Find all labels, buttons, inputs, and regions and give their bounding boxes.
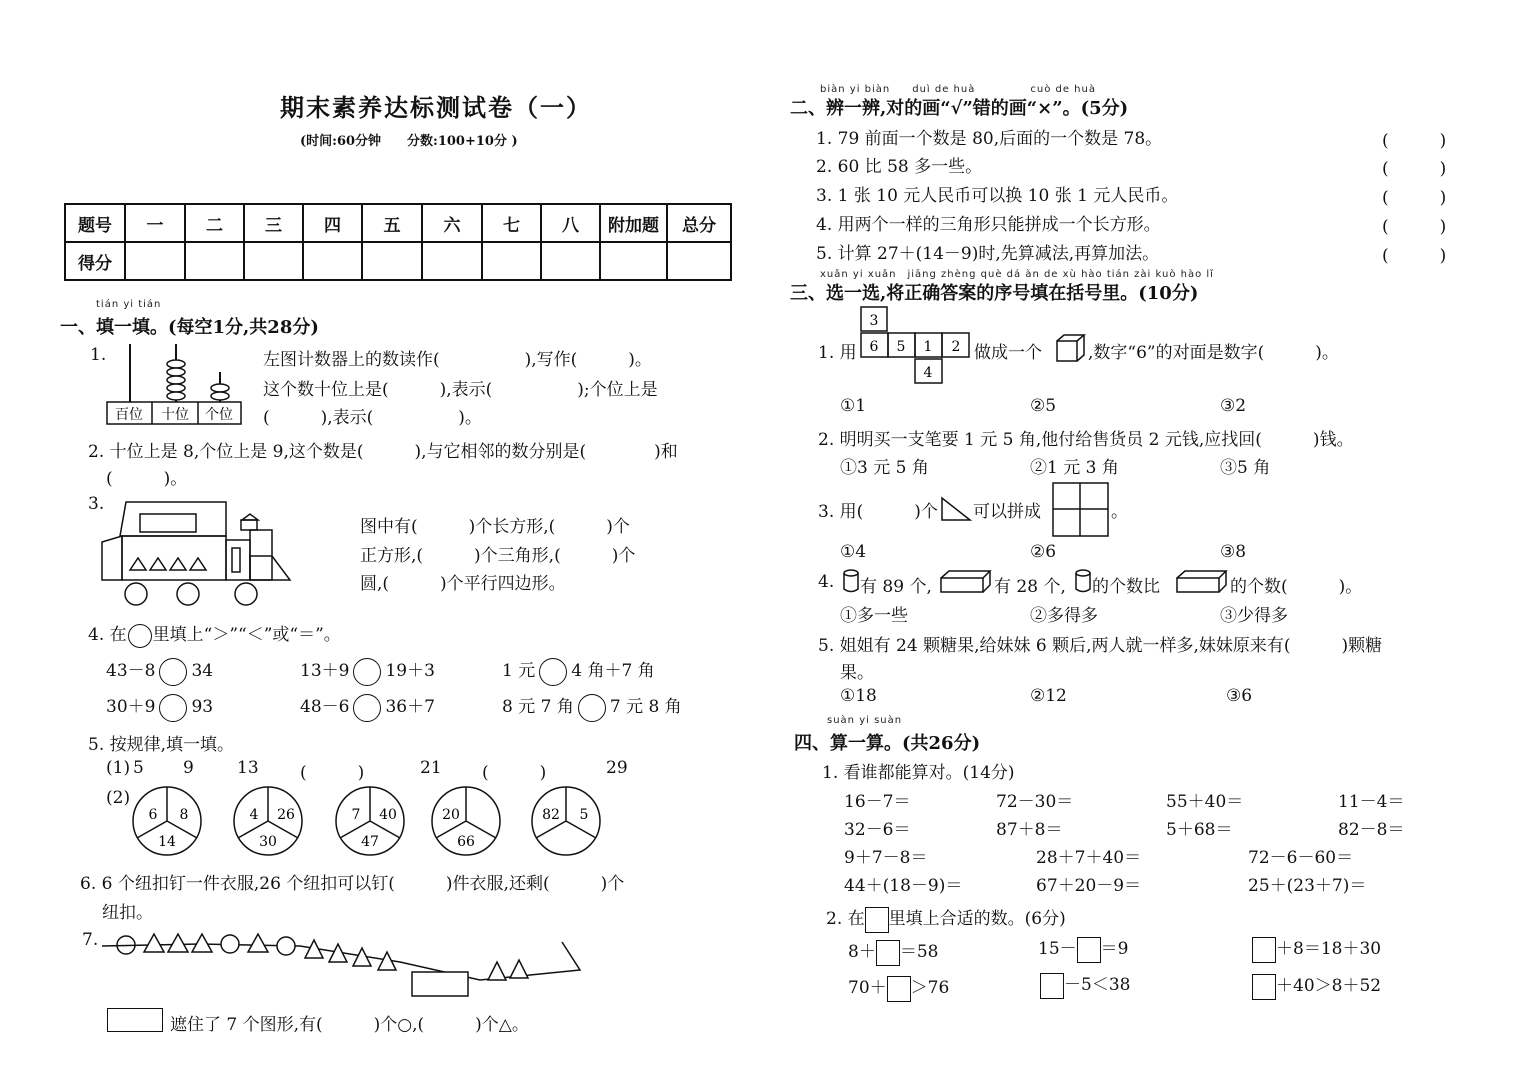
table-cell: 得分 [65, 242, 125, 280]
judge-item: 2. 60 比 58 多一些。 [816, 157, 983, 177]
fill-post: －5＜38 [1064, 975, 1131, 995]
seq-item: 13 [237, 758, 259, 778]
calc-item: 25＋(23＋7)＝ [1248, 876, 1367, 896]
q3-line3: 圆,( )个平行四边形。 [360, 574, 566, 594]
table-cell: 附加题 [600, 204, 667, 242]
q4-left: 30＋9 [106, 697, 156, 717]
circle-value: 5 [579, 807, 589, 823]
s3q5-line2: 果。 [840, 663, 874, 683]
net-number: 4 [923, 365, 933, 381]
abacus-label-hundreds: 百位 [115, 407, 143, 423]
circle-value: 7 [351, 807, 361, 823]
fill-pre: 70＋ [848, 978, 887, 998]
seq-blank[interactable]: ( ) [482, 763, 547, 783]
table-cell: 二 [185, 204, 244, 242]
q4-item [300, 692, 435, 722]
s3q1-pre: 1. 用 [818, 343, 857, 363]
q4-left: 13＋9 [300, 661, 350, 681]
table-cell: 总分 [667, 204, 731, 242]
option[interactable]: ③8 [1220, 542, 1247, 562]
q1-line1: 左图计数器上的数读作( ),写作( )。 [263, 350, 652, 370]
section2-heading: 二、辨一辨,对的画“√”错的画“×”。(5分) [790, 98, 1129, 119]
fill-post: ＋8＝18＋30 [1276, 939, 1382, 959]
compare-circle[interactable] [578, 694, 606, 722]
fill-item [1038, 934, 1128, 963]
q2-line1: 2. 十位上是 8,个位上是 9,这个数是( ),与它相邻的数分别是( )和 [88, 442, 678, 462]
page-subtitle: (时间:60分钟 分数:100+10分 ) [300, 134, 518, 149]
q2-line2: ( )。 [106, 469, 188, 489]
table-cell: 三 [244, 204, 303, 242]
answer-paren[interactable]: ( ) [1382, 188, 1447, 208]
q3-line1: 图中有( )个长方形,( )个 [360, 517, 630, 537]
answer-paren[interactable]: ( ) [1382, 159, 1447, 179]
calc-item: 44＋(18－9)＝ [844, 876, 963, 896]
net-number: 2 [951, 339, 961, 355]
fill-item [848, 973, 949, 1002]
s3q1-mid: 做成一个 [974, 343, 1042, 363]
section3-pinyin: xuǎn yi xuǎn jiāng zhèng què dá àn de xù hào tián zài kuò hào lǐ [820, 269, 1214, 280]
cover-rectangle [107, 1008, 163, 1032]
q4-left: 48－6 [300, 697, 350, 717]
fill-pre: 8＋ [848, 942, 876, 962]
section4-heading: 四、算一算。(共26分) [794, 733, 981, 754]
answer-box[interactable] [887, 976, 911, 1002]
table-cell: 六 [422, 204, 482, 242]
option[interactable]: ①多一些 [840, 606, 908, 626]
section4-pinyin: suàn yi suàn [827, 715, 903, 726]
circle-value: 30 [259, 834, 277, 850]
s3q4-b: 有 28 个, [994, 577, 1066, 597]
net-number: 3 [869, 313, 879, 329]
circle-value: 40 [379, 807, 397, 823]
score-cell[interactable] [667, 242, 731, 280]
q4-item [106, 656, 213, 686]
s3q5-line1: 5. 姐姐有 24 颗糖果,给妹妹 6 颗后,两人就一样多,妹妹原来有( )颗糖 [818, 636, 1383, 656]
score-cell[interactable] [244, 242, 303, 280]
q1-number: 1. [90, 345, 107, 365]
answer-box[interactable] [1077, 937, 1101, 963]
option[interactable]: ①18 [840, 686, 877, 706]
section2-pinyin: biàn yi biàn duì de huà cuò de huà [820, 84, 1096, 95]
compare-circle[interactable] [159, 658, 187, 686]
judge-item: 1. 79 前面一个数是 80,后面的一个数是 78。 [816, 129, 1163, 149]
circle-value: 82 [542, 807, 560, 823]
square-icon [865, 907, 889, 933]
number-circles [130, 786, 610, 856]
answer-box[interactable] [876, 940, 900, 966]
s3q4-a: 有 89 个, [860, 577, 932, 597]
score-cell[interactable] [185, 242, 244, 280]
seq-item: 21 [420, 758, 442, 778]
net-number: 5 [896, 339, 906, 355]
q1-line2: 这个数十位上是( ),表示( );个位上是 [263, 380, 658, 400]
s4q1-label: 1. 看谁都能算对。(14分) [822, 763, 1015, 783]
score-cell[interactable] [482, 242, 541, 280]
circle-icon [128, 624, 152, 648]
square-grid-icon [1052, 482, 1110, 538]
calc-item: 55＋40＝ [1166, 792, 1244, 812]
q4-right: 93 [191, 697, 214, 717]
score-cell[interactable] [362, 242, 422, 280]
table-cell: 一 [125, 204, 185, 242]
q4-right: 7 元 8 角 [609, 697, 682, 717]
s3q3-pre: 3. 用( )个 [818, 502, 938, 522]
cube-icon [1056, 334, 1086, 362]
option[interactable]: ③少得多 [1220, 606, 1288, 626]
option[interactable]: ②5 [1030, 396, 1057, 416]
score-cell[interactable] [125, 242, 185, 280]
judge-item: 5. 计算 27＋(14－9)时,先算减法,再算加法。 [816, 244, 1160, 264]
score-table-header-row [65, 204, 731, 242]
q4-label-pre: 4. 在 [88, 625, 127, 645]
cylinder-icon [842, 569, 860, 593]
abacus-label-ones: 个位 [205, 407, 233, 423]
s4q2-label-post: 里填上合适的数。(6分) [888, 909, 1066, 929]
score-cell[interactable] [541, 242, 600, 280]
q1-line3: ( ),表示( )。 [263, 408, 482, 428]
circle-value: 8 [179, 807, 189, 823]
circle-value: 14 [158, 834, 176, 850]
q4-right: 36＋7 [385, 697, 435, 717]
net-number: 6 [869, 339, 879, 355]
circle-value: 4 [249, 807, 259, 823]
section1-heading: 一、填一填。(每空1分,共28分) [60, 317, 319, 338]
option[interactable]: ③6 [1226, 686, 1253, 706]
q4-right: 4 角＋7 角 [571, 661, 655, 681]
q6-line2: 纽扣。 [102, 903, 153, 923]
answer-box[interactable] [1252, 974, 1276, 1000]
option[interactable]: ③5 角 [1220, 458, 1271, 478]
fill-item [1040, 970, 1130, 999]
q4-left: 43－8 [106, 661, 156, 681]
compare-circle[interactable] [159, 694, 187, 722]
s3q3-mid: 可以拼成 [973, 502, 1041, 522]
compare-circle[interactable] [539, 658, 567, 686]
judge-item: 4. 用两个一样的三角形只能拼成一个长方形。 [816, 215, 1161, 235]
circle-value: 66 [457, 834, 475, 850]
fill-post: ＝58 [899, 942, 939, 962]
option[interactable]: ①3 元 5 角 [840, 458, 929, 478]
fill-item [848, 937, 938, 966]
answer-paren[interactable]: ( ) [1382, 217, 1447, 237]
q5-circles-label: (2) [106, 788, 131, 808]
q4-label-post: 里填上“＞”“＜”或“＝”。 [152, 625, 341, 645]
net-number: 1 [923, 339, 933, 355]
table-cell: 题号 [65, 204, 125, 242]
calc-item: 32－6＝ [844, 820, 911, 840]
page-title: 期末素养达标测试卷（一） [280, 93, 592, 122]
q4-item [502, 692, 682, 722]
q4-item [300, 656, 435, 686]
q4-left: 8 元 7 角 [502, 697, 574, 717]
score-cell[interactable] [303, 242, 362, 280]
section1-pinyin: tián yi tián [96, 299, 162, 310]
answer-box[interactable] [1040, 973, 1064, 999]
answer-paren[interactable]: ( ) [1382, 246, 1447, 266]
q4-right: 34 [191, 661, 214, 681]
calc-item: 9＋7－8＝ [844, 848, 928, 868]
fill-item [1252, 971, 1381, 1000]
train-illustration [100, 500, 300, 608]
s3q4-number: 4. [818, 572, 835, 592]
fill-post: ＞76 [910, 978, 950, 998]
calc-item: 5＋68＝ [1166, 820, 1233, 840]
fill-item [1252, 934, 1381, 963]
triangle-icon [940, 496, 972, 522]
option[interactable]: ③2 [1220, 396, 1247, 416]
seq-item: 9 [183, 758, 194, 778]
abacus-illustration [106, 342, 242, 426]
table-cell: 七 [482, 204, 541, 242]
calc-item: 72－30＝ [996, 792, 1074, 812]
s3q2-text: 2. 明明买一支笔要 1 元 5 角,他付给售货员 2 元钱,应找回( )钱。 [818, 430, 1354, 450]
option[interactable]: ②12 [1030, 686, 1067, 706]
q3-line2: 正方形,( )个三角形,( )个 [360, 546, 636, 566]
judge-item: 3. 1 张 10 元人民币可以换 10 张 1 元人民币。 [816, 186, 1179, 206]
cube-net [860, 306, 974, 386]
calc-item: 67＋20－9＝ [1036, 876, 1142, 896]
answer-paren[interactable]: ( ) [1382, 131, 1447, 151]
q6-line1: 6. 6 个纽扣钉一件衣服,26 个纽扣可以钉( )件衣服,还剩( )个 [80, 874, 625, 894]
table-cell: 五 [362, 204, 422, 242]
answer-box[interactable] [1252, 937, 1276, 963]
score-cell[interactable] [600, 242, 667, 280]
compare-circle[interactable] [353, 694, 381, 722]
table-cell: 四 [303, 204, 362, 242]
s3q3-post: 。 [1111, 502, 1128, 522]
seq-blank[interactable]: ( ) [300, 763, 365, 783]
cylinder-icon [1074, 569, 1092, 593]
q5-label: 5. 按规律,填一填。 [88, 735, 235, 755]
circle-value: 20 [442, 807, 460, 823]
q7-text: 遮住了 7 个图形,有( )个○,( )个△。 [170, 1015, 529, 1035]
option[interactable]: ②多得多 [1030, 606, 1098, 626]
cuboid-icon [940, 570, 992, 594]
abacus-label-tens: 十位 [161, 407, 189, 423]
score-cell[interactable] [422, 242, 482, 280]
score-table [64, 203, 732, 281]
seq-item: 5 [133, 758, 144, 778]
option[interactable]: ①4 [840, 542, 867, 562]
q4-item [106, 692, 213, 722]
circle-value: 47 [361, 834, 379, 850]
q7-number: 7. [82, 930, 99, 950]
fill-post: ＋40＞8＋52 [1276, 976, 1382, 996]
fill-pre: 15－ [1038, 939, 1077, 959]
q4-left: 1 元 [502, 661, 536, 681]
compare-circle[interactable] [353, 658, 381, 686]
s3q4-d: 的个数( )。 [1230, 577, 1363, 597]
calc-item: 11－4＝ [1338, 792, 1405, 812]
section3-heading: 三、选一选,将正确答案的序号填在括号里。(10分) [790, 283, 1199, 304]
shape-string-illustration [100, 922, 570, 1002]
score-table-score-row [65, 242, 731, 280]
option[interactable]: ②6 [1030, 542, 1057, 562]
calc-item: 28＋7＋40＝ [1036, 848, 1142, 868]
circle-value: 6 [148, 807, 158, 823]
calc-item: 82－8＝ [1338, 820, 1405, 840]
calc-item: 16－7＝ [844, 792, 911, 812]
s4q2-label-pre: 2. 在 [826, 909, 865, 929]
q4-label [88, 620, 341, 648]
q4-item [502, 656, 655, 686]
option[interactable]: ②1 元 3 角 [1030, 458, 1119, 478]
s3q1-post: ,数字“6”的对面是数字( )。 [1088, 343, 1339, 363]
s3q4-c: 的个数比 [1092, 577, 1160, 597]
calc-item: 87＋8＝ [996, 820, 1063, 840]
seq-item: 29 [606, 758, 628, 778]
q3-number: 3. [88, 494, 105, 514]
fill-post: ＝9 [1100, 939, 1129, 959]
calc-item: 72－6－60＝ [1248, 848, 1354, 868]
q4-right: 19＋3 [385, 661, 435, 681]
circle-value: 26 [277, 807, 295, 823]
q5-seq-label: (1) [106, 758, 131, 778]
table-cell: 八 [541, 204, 600, 242]
s4q2-label [826, 904, 1066, 933]
cuboid-icon [1176, 570, 1228, 594]
option[interactable]: ①1 [840, 396, 867, 416]
